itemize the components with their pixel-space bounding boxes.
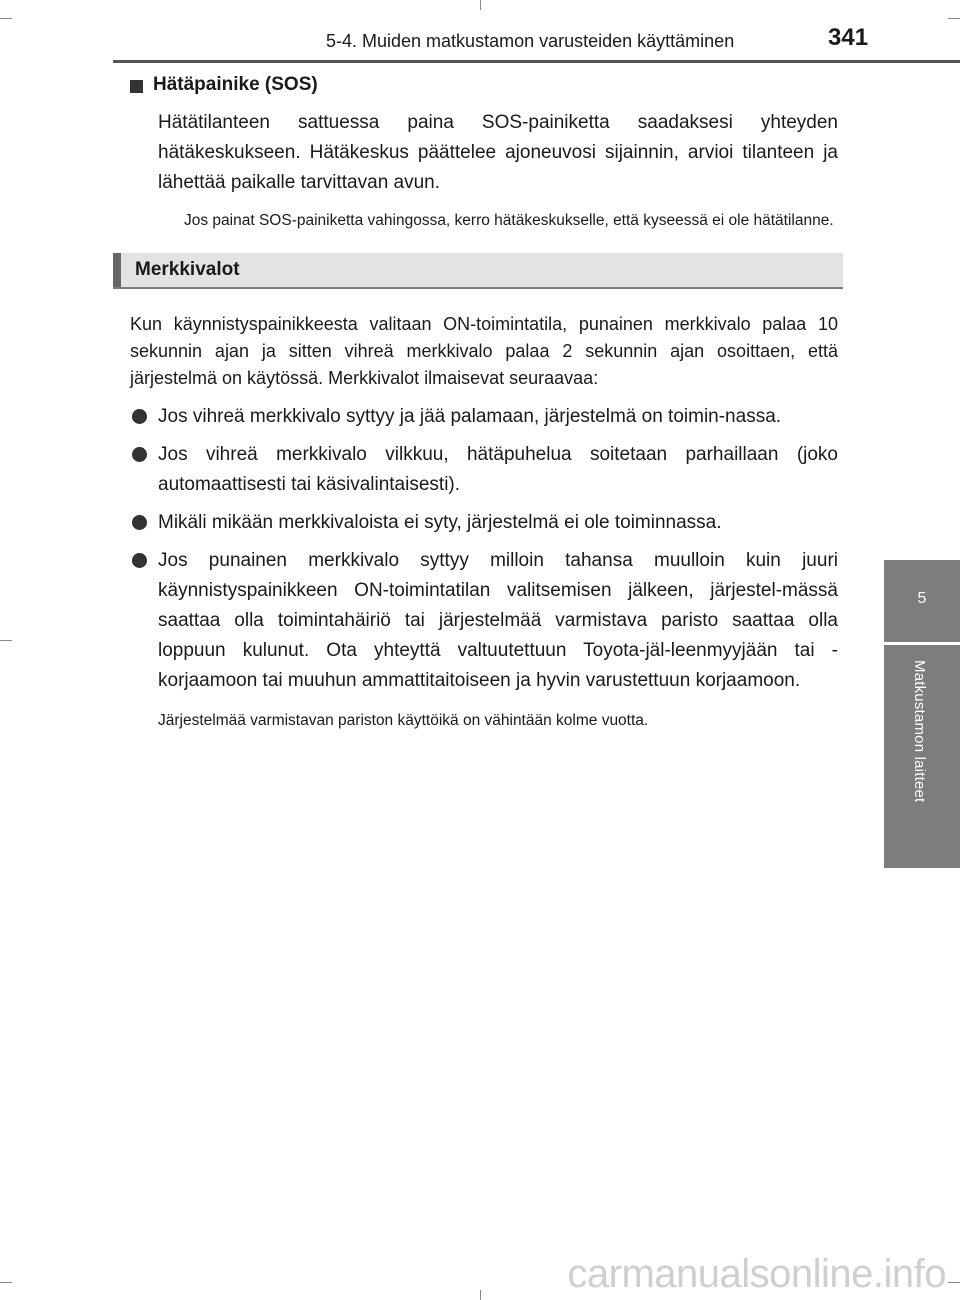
list-item-text: Mikäli mikään merkkivaloista ei syty, järjestelmä ei ole toiminnassa. xyxy=(158,512,722,533)
chapter-tab-divider xyxy=(884,642,960,645)
page-number: 341 xyxy=(828,24,869,51)
crop-mark xyxy=(480,0,481,10)
sos-note: Jos painat SOS-painiketta vahingossa, kerro hätäkeskukselle, että kyseessä ei ole hätätilanne. xyxy=(184,212,834,229)
crop-mark xyxy=(480,1290,481,1300)
sos-body: Hätätilanteen sattuessa paina SOS-painiketta saadaksesi yhteyden hätäkeskukseen. Hätäkeskus päättelee ajoneuvosi sijainnin, arvioi tilanteen ja lähettää paikalle tarvittavan avun. xyxy=(158,112,838,193)
list-item xyxy=(130,508,838,538)
crop-mark xyxy=(948,18,960,19)
round-bullet-icon xyxy=(132,515,147,530)
indicators-intro: Kun käynnistyspainikkeesta valitaan ON-toimintatila, punainen merkkivalo palaa 10 sekunnin ajan ja sitten vihreä merkkivalo palaa 2 sekunnin ajan osoittaen, että järjestelmä on käytössä. Merkkivalot ilmaisevat seuraavaa: xyxy=(130,314,838,388)
chapter-label: Matkustamon laitteet xyxy=(911,660,928,803)
sos-heading xyxy=(130,74,838,96)
section-header-title: Merkkivalot xyxy=(135,259,240,280)
page-content xyxy=(130,74,838,731)
indicator-bullet-list xyxy=(130,402,838,696)
crop-mark xyxy=(0,1282,12,1283)
sos-heading-text: Hätäpainike (SOS) xyxy=(153,74,318,95)
crop-mark xyxy=(0,18,12,19)
chapter-tab xyxy=(884,560,960,868)
running-header: 5-4. Muiden matkustamon varusteiden käyttäminen xyxy=(326,31,735,51)
section-header-indicators xyxy=(113,253,843,289)
crop-mark xyxy=(948,1282,960,1283)
round-bullet-icon xyxy=(132,409,147,424)
list-item xyxy=(130,440,838,500)
list-item-text: Jos vihreä merkkivalo vilkkuu, hätäpuhelua soitetaan parhaillaan (joko automaattisesti tai käsivalintaisesti). xyxy=(158,444,838,495)
chapter-number: 5 xyxy=(917,590,927,607)
crop-mark xyxy=(0,640,12,641)
list-item-text: Jos vihreä merkkivalo syttyy ja jää palamaan, järjestelmä on toimin-nassa. xyxy=(158,406,782,427)
round-bullet-icon xyxy=(132,447,147,462)
header-rule xyxy=(113,60,960,63)
section-header-accent xyxy=(113,253,121,287)
list-item-text: Jos punainen merkkivalo syttyy milloin tahansa muulloin kuin juuri käynnistyspainikkeen ON-toimintatilan valitsemisen jälkeen, järjestel-mässä saattaa olla toimintahäiriö tai järjestelmää varmistava paristo saattaa olla loppuun kulunut. Ota yhteyttä valtuutettuun Toyota-jäl-leenmyyjään tai -korjaamoon tai muuhun ammattitaitoiseen ja hyvin varustettuun korjaamoon. xyxy=(158,550,838,691)
round-bullet-icon xyxy=(132,553,147,568)
battery-note: Järjestelmää varmistavan pariston käyttöikä on vähintään kolme vuotta. xyxy=(158,712,649,729)
list-item xyxy=(130,402,838,432)
square-bullet-icon xyxy=(130,80,143,93)
list-item xyxy=(130,546,838,696)
watermark-logo: carmanualsonline.info xyxy=(567,1252,946,1296)
